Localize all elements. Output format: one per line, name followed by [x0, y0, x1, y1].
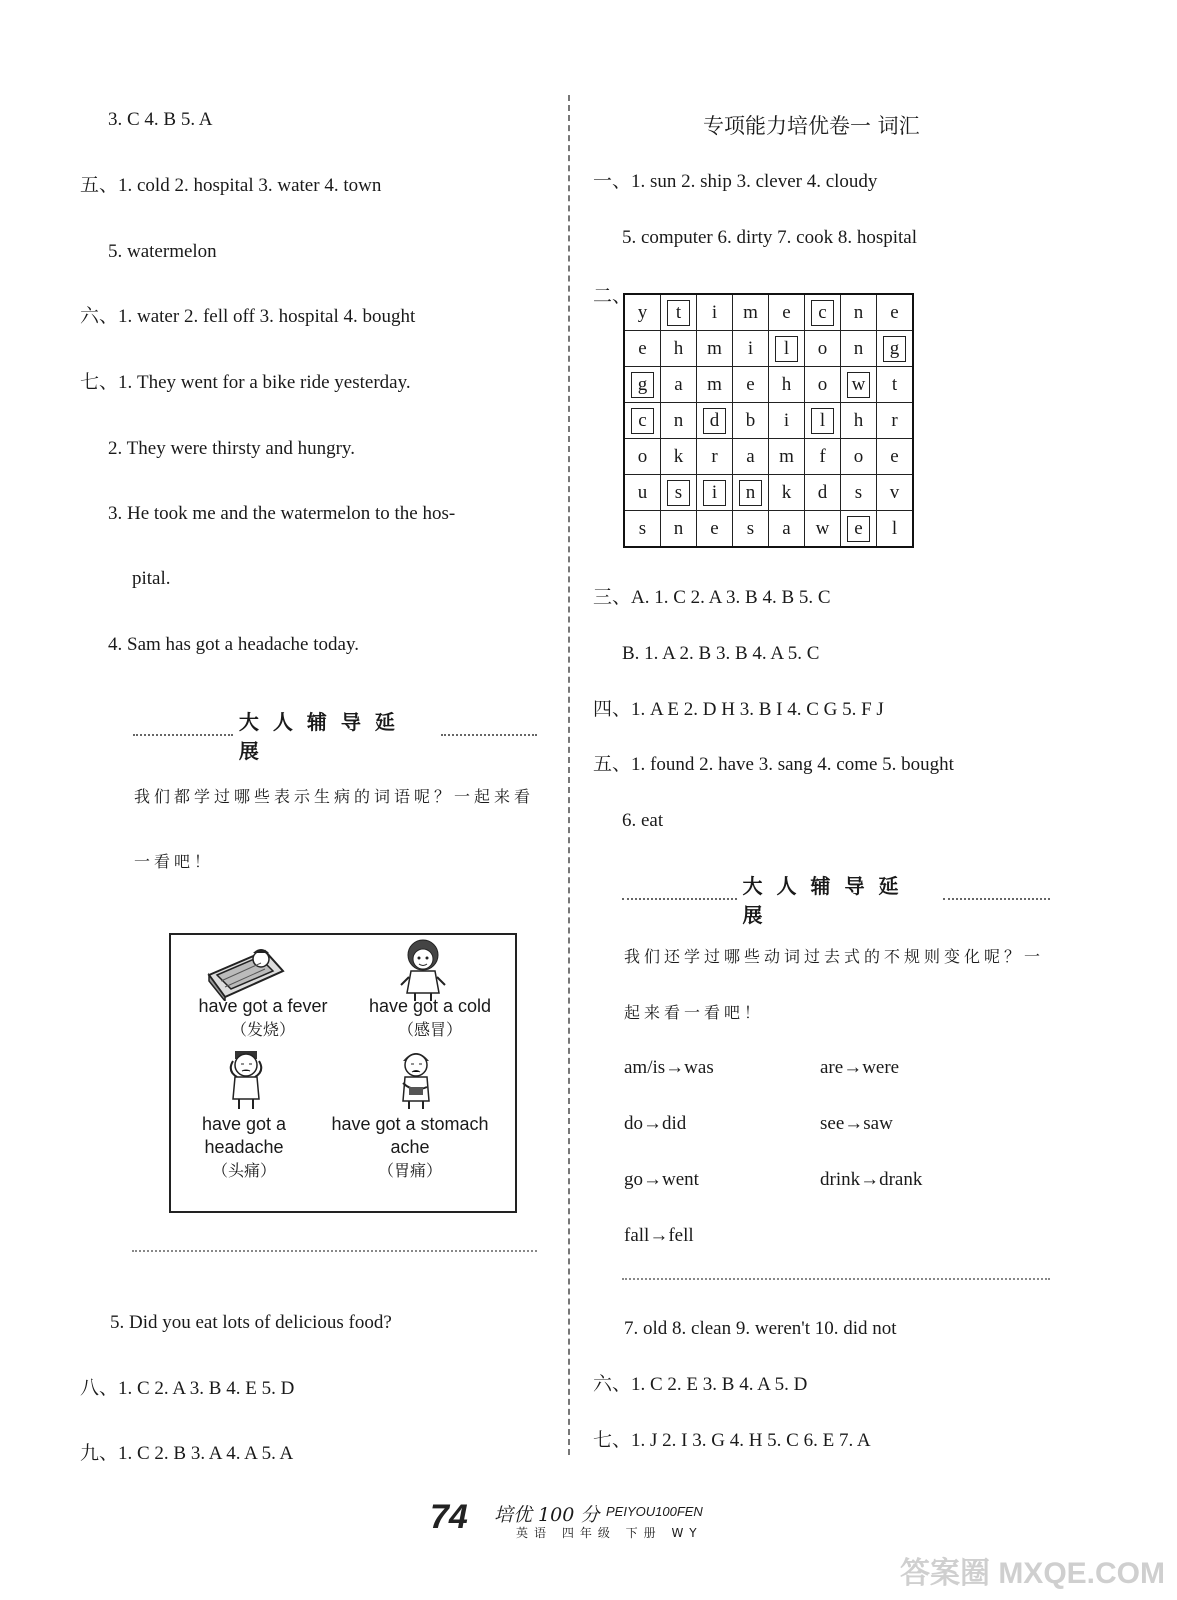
extension-title-text: 大人辅导延展 — [238, 710, 409, 763]
verb-pair: drink→drank — [820, 1169, 923, 1190]
answer-line: 八、1. C 2. A 3. B 4. E 5. D — [80, 1378, 295, 1399]
answer-line: 5. watermelon — [108, 241, 217, 262]
grid-letter: o — [853, 445, 864, 467]
grid-cell — [697, 331, 733, 367]
grid-letter: k — [673, 445, 684, 467]
girl-with-cold-icon — [393, 937, 453, 1003]
answer-line: 五、1. cold 2. hospital 3. water 4. town — [80, 175, 382, 196]
grid-letter: w — [847, 372, 870, 398]
answer-line: 六、1. water 2. fell off 3. hospital 4. bought — [80, 306, 416, 327]
grid-letter: y — [637, 301, 648, 323]
grid-cell — [661, 511, 697, 548]
grid-letter: u — [637, 481, 648, 503]
dotted-rule — [133, 734, 233, 736]
grid-cell — [697, 511, 733, 548]
book-info: 英语 四年级 下册 WY — [516, 1526, 703, 1540]
answer-line: 7. old 8. clean 9. weren't 10. did not — [624, 1318, 897, 1339]
grid-letter: r — [891, 409, 898, 431]
grid-cell — [877, 475, 914, 511]
extension-question: 我们都学过哪些表示生病的词语呢？一起来看 — [134, 787, 535, 806]
answer-line: 4. Sam has got a headache today. — [108, 634, 359, 655]
grid-letter: e — [847, 516, 870, 542]
answer-line: 四、1. A E 2. D H 3. B I 4. C G 5. F J — [593, 699, 884, 720]
grid-letter: n — [853, 301, 864, 323]
grid-letter: i — [711, 301, 718, 323]
caption-zh: （感冒） — [397, 1020, 462, 1039]
grid-cell — [805, 331, 841, 367]
boy-with-stomachache-icon — [389, 1047, 443, 1111]
grid-letter: l — [811, 408, 834, 434]
grid-row — [624, 367, 913, 403]
column-divider — [568, 95, 570, 1455]
grid-cell — [661, 475, 697, 511]
caption-zh: （头痛） — [211, 1161, 276, 1180]
grid-letter: l — [775, 336, 798, 362]
caption-zh: （胃痛） — [377, 1161, 442, 1180]
grid-letter: k — [781, 481, 792, 503]
answer-line: 3. He took me and the watermelon to the hos- — [108, 503, 456, 524]
extension-question: 起来看一看吧！ — [624, 1003, 765, 1022]
grid-cell — [841, 403, 877, 439]
grid-letter: s — [854, 481, 863, 503]
illness-caption — [323, 1113, 497, 1182]
grid-letter: v — [889, 481, 900, 503]
extension-title — [622, 870, 1050, 928]
grid-letter: h — [853, 409, 864, 431]
caption-en: have got a — [201, 1114, 287, 1134]
answer-line: pital. — [132, 568, 171, 589]
grid-letter: m — [779, 445, 794, 467]
brand-english: PEIYOU100FEN — [606, 1504, 703, 1519]
dotted-rule — [132, 1250, 537, 1252]
grid-cell — [877, 331, 914, 367]
answer-line: 九、1. C 2. B 3. A 4. A 5. A — [80, 1443, 294, 1464]
verb-pair: are→were — [820, 1057, 900, 1078]
grid-cell — [697, 403, 733, 439]
grid-cell — [624, 511, 661, 548]
grid-letter: m — [707, 373, 722, 395]
grid-letter: s — [746, 517, 755, 539]
grid-letter: e — [890, 445, 899, 467]
grid-cell — [733, 475, 769, 511]
extension-title — [133, 706, 537, 764]
illness-caption — [357, 995, 503, 1041]
verb-pair: fall→fell — [624, 1225, 694, 1246]
grid-letter: b — [745, 409, 756, 431]
grid-cell — [733, 403, 769, 439]
answer-line: 七、1. They went for a bike ride yesterday. — [80, 372, 411, 393]
grid-cell — [877, 294, 914, 331]
answer-line: 五、1. found 2. have 3. sang 4. come 5. bought — [593, 754, 954, 775]
grid-cell — [661, 439, 697, 475]
grid-letter: s — [638, 517, 647, 539]
verb-pair: do→did — [624, 1113, 687, 1134]
grid-cell — [624, 475, 661, 511]
grid-letter: i — [783, 409, 790, 431]
grid-cell — [805, 439, 841, 475]
section-heading: 专项能力培优卷一 词汇 — [703, 114, 920, 138]
dotted-rule — [441, 734, 537, 736]
grid-letter: c — [811, 300, 834, 326]
answer-line: 2. They were thirsty and hungry. — [108, 438, 355, 459]
grid-letter: s — [667, 480, 690, 506]
grid-letter: a — [746, 445, 755, 467]
grid-cell — [624, 367, 661, 403]
grid-cell — [769, 475, 805, 511]
grid-letter: g — [631, 372, 654, 398]
grid-cell — [841, 294, 877, 331]
grid-cell — [769, 331, 805, 367]
brand-name: 培优 100 分 — [494, 1504, 600, 1526]
caption-en: ache — [390, 1137, 430, 1157]
answer-line: 6. eat — [622, 810, 664, 831]
verb-pair: am/is→was — [624, 1057, 714, 1078]
grid-letter: i — [703, 480, 726, 506]
grid-cell — [805, 403, 841, 439]
section-label: 二、 — [593, 286, 632, 307]
caption-en: have got a cold — [368, 996, 492, 1016]
grid-letter: w — [815, 517, 830, 539]
grid-letter: e — [746, 373, 755, 395]
grid-row — [624, 331, 913, 367]
grid-letter: m — [743, 301, 758, 323]
grid-cell — [624, 294, 661, 331]
grid-row — [624, 511, 913, 548]
grid-cell — [805, 367, 841, 403]
grid-letter: n — [853, 337, 864, 359]
grid-letter: t — [891, 373, 898, 395]
grid-letter: o — [817, 337, 828, 359]
grid-cell — [769, 511, 805, 548]
grid-letter: o — [817, 373, 828, 395]
grid-cell — [841, 331, 877, 367]
grid-letter: r — [711, 445, 718, 467]
grid-cell — [697, 475, 733, 511]
answer-line: 六、1. C 2. E 3. B 4. A 5. D — [593, 1374, 808, 1395]
dotted-rule — [622, 1278, 1050, 1280]
caption-en: headache — [204, 1137, 284, 1157]
grid-letter: f — [819, 445, 826, 467]
grid-cell — [661, 403, 697, 439]
illness-illustration-box — [169, 933, 517, 1213]
grid-cell — [733, 439, 769, 475]
grid-cell — [733, 367, 769, 403]
extension-title-text: 大人辅导延展 — [742, 874, 913, 927]
grid-cell — [877, 511, 914, 548]
watermark: 答案圈 MXQE.COM — [899, 1557, 1165, 1590]
grid-letter: d — [817, 481, 828, 503]
grid-letter: e — [782, 301, 791, 323]
answer-line: 七、1. J 2. I 3. G 4. H 5. C 6. E 7. A — [593, 1430, 871, 1451]
grid-letter: h — [781, 373, 792, 395]
answer-line: B. 1. A 2. B 3. B 4. A 5. C — [622, 643, 820, 664]
boy-with-headache-icon — [219, 1047, 273, 1111]
grid-cell — [697, 294, 733, 331]
grid-cell — [661, 331, 697, 367]
grid-letter: l — [891, 517, 898, 539]
grid-letter: o — [637, 445, 648, 467]
grid-letter: n — [673, 517, 684, 539]
grid-cell — [841, 511, 877, 548]
grid-cell — [624, 439, 661, 475]
grid-cell — [733, 511, 769, 548]
grid-cell — [769, 367, 805, 403]
grid-row — [624, 475, 913, 511]
grid-row — [624, 439, 913, 475]
grid-cell — [697, 439, 733, 475]
sick-in-bed-icon — [203, 941, 285, 1001]
grid-letter: e — [890, 301, 899, 323]
caption-en: have got a stomach — [331, 1114, 489, 1134]
verb-pair: see→saw — [820, 1113, 893, 1134]
grid-cell — [805, 294, 841, 331]
illness-caption — [183, 1113, 305, 1182]
grid-cell — [877, 403, 914, 439]
dotted-rule — [622, 898, 737, 900]
grid-letter: a — [674, 373, 683, 395]
extension-question: 我们还学过哪些动词过去式的不规则变化呢？一 — [624, 947, 1045, 966]
word-search-grid — [623, 293, 914, 548]
grid-cell — [805, 511, 841, 548]
dotted-rule — [943, 898, 1050, 900]
grid-cell — [841, 475, 877, 511]
grid-letter: m — [707, 337, 722, 359]
answer-line: 3. C 4. B 5. A — [108, 109, 213, 130]
grid-cell — [661, 367, 697, 403]
answer-line: 一、1. sun 2. ship 3. clever 4. cloudy — [593, 171, 878, 192]
page-number: 74 — [430, 1498, 468, 1536]
grid-letter: t — [667, 300, 690, 326]
answer-line: 5. computer 6. dirty 7. cook 8. hospital — [622, 227, 917, 248]
answer-line: 三、A. 1. C 2. A 3. B 4. B 5. C — [593, 587, 831, 608]
grid-letter: h — [673, 337, 684, 359]
grid-letter: d — [703, 408, 726, 434]
extension-question: 一看吧！ — [134, 852, 215, 871]
answer-line: 5. Did you eat lots of delicious food? — [110, 1312, 392, 1333]
grid-cell — [661, 294, 697, 331]
grid-cell — [841, 367, 877, 403]
grid-cell — [841, 439, 877, 475]
grid-cell — [697, 367, 733, 403]
grid-cell — [769, 439, 805, 475]
grid-cell — [805, 475, 841, 511]
grid-row — [624, 403, 913, 439]
caption-zh: （发烧） — [230, 1020, 295, 1039]
grid-cell — [733, 294, 769, 331]
grid-letter: g — [883, 336, 906, 362]
grid-letter: e — [710, 517, 719, 539]
verb-pair: go→went — [624, 1169, 699, 1190]
grid-cell — [877, 367, 914, 403]
grid-cell — [733, 331, 769, 367]
grid-letter: a — [782, 517, 791, 539]
grid-letter: n — [739, 480, 762, 506]
grid-letter: i — [747, 337, 754, 359]
grid-letter: e — [638, 337, 647, 359]
grid-cell — [624, 331, 661, 367]
grid-cell — [624, 403, 661, 439]
grid-cell — [769, 403, 805, 439]
caption-en: have got a fever — [198, 996, 328, 1016]
grid-row — [624, 294, 913, 331]
illness-caption — [183, 995, 343, 1041]
grid-cell — [769, 294, 805, 331]
grid-letter: n — [673, 409, 684, 431]
grid-cell — [877, 439, 914, 475]
grid-letter: c — [631, 408, 654, 434]
